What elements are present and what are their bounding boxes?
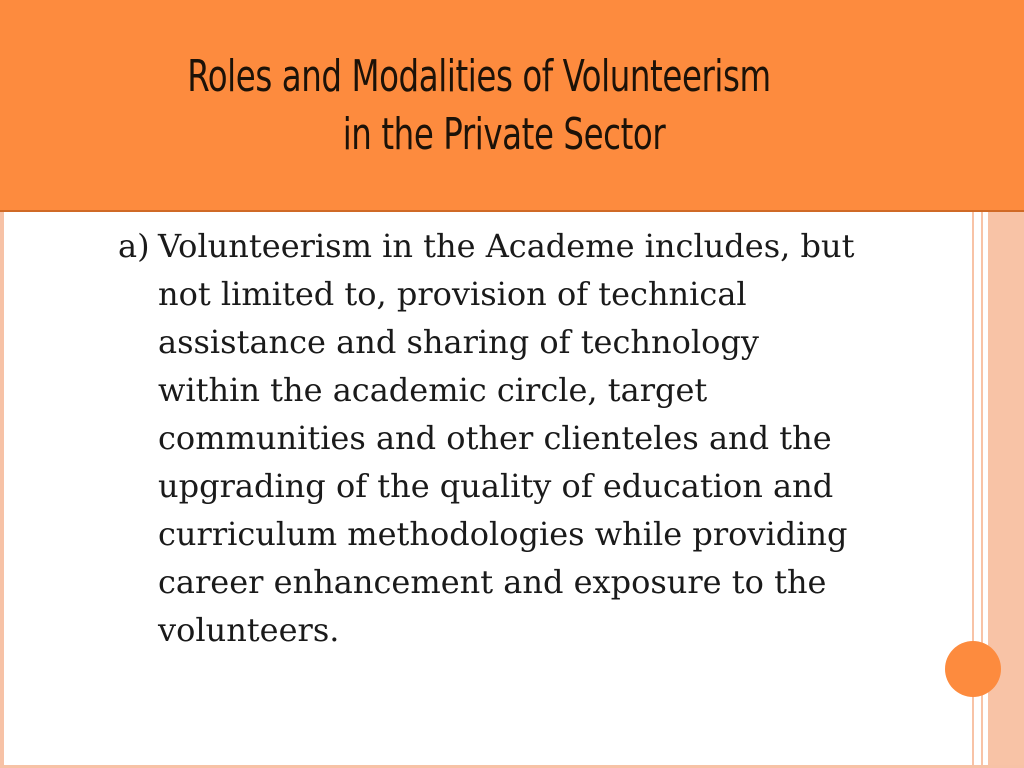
list-item: [118, 222, 968, 654]
list-item-marker: a): [118, 227, 150, 265]
slide-title: [0, 48, 1024, 164]
list-item-text: Volunteerism in the Academe includes, but not limited to, provision of technical assistance and sharing of technology within the academic circle, target communities and other clienteles and the upgrading of the quality of education and curriculum methodologies while providing career enhancement and exposure to the volunteers.: [158, 227, 855, 649]
slide-title-line-2: in the Private Sector: [342, 109, 666, 160]
title-bar: [0, 0, 1024, 212]
slide-content: [118, 222, 968, 654]
slide-title-line-1: Roles and Modalities of Volunteerism: [187, 51, 771, 102]
decorative-circle: [945, 641, 1001, 697]
